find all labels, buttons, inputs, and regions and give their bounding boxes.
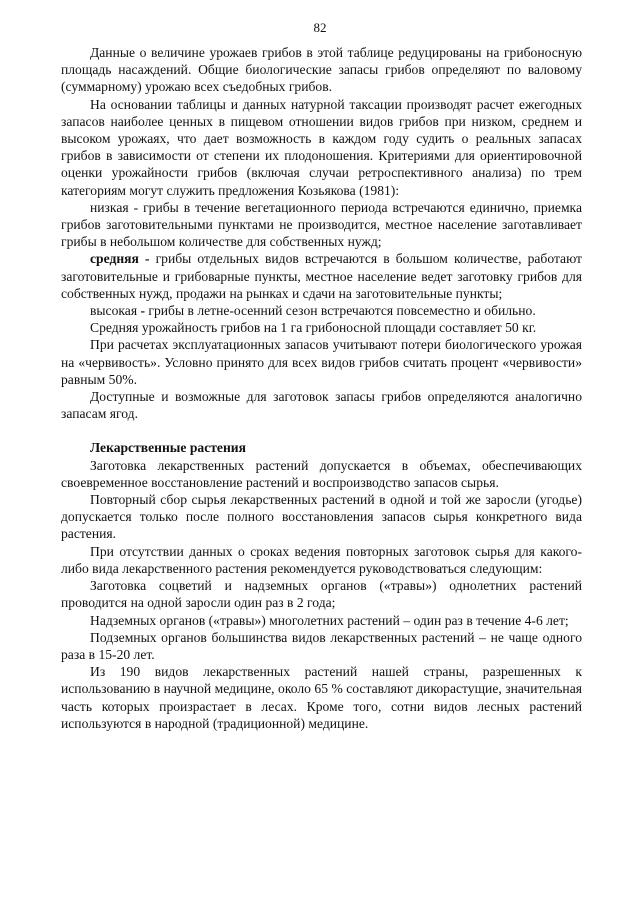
category-dash: - — [138, 251, 156, 267]
page-body — [61, 44, 582, 732]
category-term: низкая — [90, 199, 129, 215]
paragraph: Заготовка лекарственных растений допускается в объемах, обеспечивающих своевременное восстановление растений и воспроизводство запасов сырья. — [61, 457, 582, 490]
category-dash: - — [137, 303, 149, 319]
page-number: 82 — [313, 20, 327, 35]
category-text: грибы в течение вегетационного периода встречаются единично, приемка грибов заготовительными пунктами не производится, местное население заготавливает грибы в небольшом количестве для собственных нужд; — [61, 199, 582, 250]
category-text: грибы отдельных видов встречаются в большом количестве, работают заготовительные и грибоварные пункты, местное население ведет заготовку грибов для собственных нужд, продажи на рынках и сдачи на заготовительные пункты; — [61, 251, 583, 301]
paragraph: При расчетах эксплуатационных запасов учитывают потери биологического урожая на «червивость». Условно принято для всех видов грибов считать процент «червивости» равным 50%. — [61, 337, 582, 387]
category-term: высокая — [90, 303, 138, 319]
paragraph: Доступные и возможные для заготовок запасы грибов определяются аналогично запасам ягод. — [61, 389, 582, 422]
category-term: средняя — [90, 251, 139, 267]
category-dash: - — [128, 199, 144, 215]
paragraph: При отсутствии данных о сроках ведения повторных заготовок сырья для какого-либо вида лекарственного растения рекомендуется руководствоваться следующим: — [61, 543, 582, 576]
paragraph: Повторный сбор сырья лекарственных растений в одной и той же заросли (угодье) допускается только после полного восстановления запасов сырья конкретного вида растения. — [61, 492, 582, 542]
paragraph: Подземных органов большинства видов лекарственных растений – не чаще одного раза в 15-20 лет. — [61, 629, 582, 662]
category-low — [61, 199, 582, 251]
paragraph: Средняя урожайность грибов на 1 га грибоносной площади составляет 50 кг. — [90, 320, 537, 336]
category-text: грибы в летне-осенний сезон встречаются повсеместно и обильно. — [148, 303, 536, 319]
paragraph: Из 190 видов лекарственных растений нашей страны, разрешенных к использованию в научной медицине, около 65 % составляют дикорастущие, значительная часть которых произрастает в лесах. Кроме того, сотни видов лесных растений используются в народной (традиционной) медицине. — [61, 664, 582, 731]
paragraph: Надземных органов («травы») многолетних растений – один раз в течение 4-6 лет; — [90, 612, 569, 628]
category-medium — [61, 250, 582, 302]
paragraph: Заготовка соцветий и надземных органов («травы») однолетних растений проводится на одной заросли один раз в 2 года; — [61, 578, 582, 611]
paragraph: На основании таблицы и данных натурной таксации производят расчет ежегодных запасов наиболее ценных в пищевом отношении видов грибов при низком, среднем и высоком урожаях, что дает возможность в каждом году судить о реальных запасах грибов в зависимости от степени их плодоношения. Критериями для ориентировочной оценки урожайности грибов (включая случаи ретроспективного анализа) по трем категориям могут служить предложения Козьякова (1981): — [61, 96, 582, 198]
paragraph: Данные о величине урожаев грибов в этой таблице редуцированы на грибоносную площадь насаждений. Общие биологические запасы грибов определяют по валовому (суммарному) урожаю всех съедобных грибов. — [61, 45, 582, 95]
section-heading: Лекарственные растения — [90, 440, 246, 456]
category-high — [61, 302, 582, 319]
